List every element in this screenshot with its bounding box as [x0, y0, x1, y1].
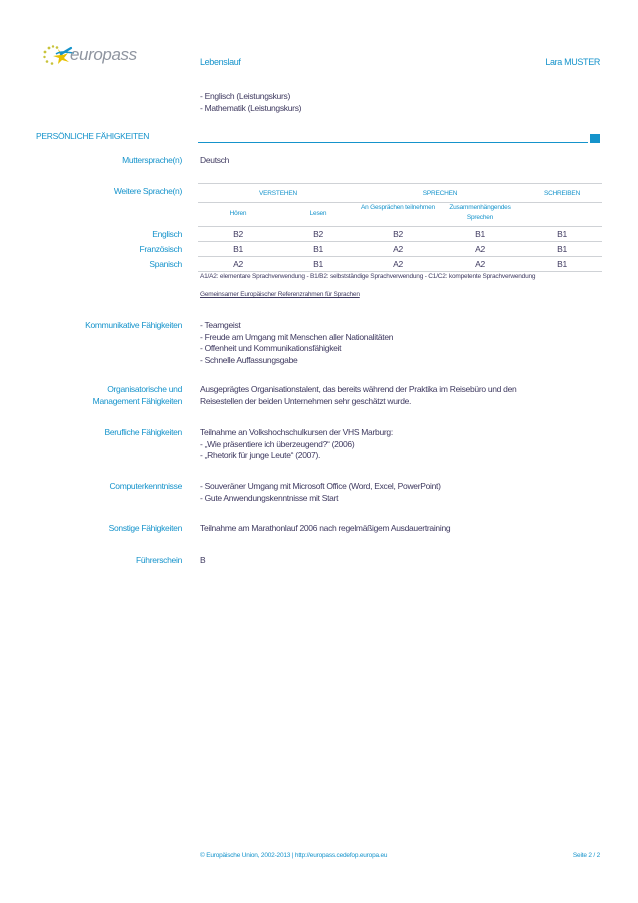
level-reading: B1	[313, 244, 323, 254]
document-title: Lebenslauf	[200, 57, 241, 67]
language-name: Englisch	[152, 229, 182, 239]
footer-page-number: Seite 2 / 2	[572, 852, 600, 859]
text-line: Ausgeprägtes Organisationstalent, das bereits während der Praktika im Reisebüro und den	[200, 384, 517, 394]
section-divider	[198, 142, 588, 143]
group-writing: SCHREIBEN	[543, 190, 581, 197]
job-skills-label: Berufliche Fähigkeiten	[104, 427, 182, 437]
text-line: Reisestellen der beiden Unternehmen sehr geschätzt wurde.	[200, 395, 412, 406]
table-top-line	[198, 183, 602, 184]
level-production: B1	[475, 229, 485, 239]
courses-list	[200, 91, 301, 114]
driving-licence-value: B	[200, 555, 206, 565]
section-title: PERSÖNLICHE FÄHIGKEITEN	[36, 131, 150, 141]
group-speaking: SPRECHEN	[422, 190, 458, 197]
level-interaction: A2	[393, 244, 403, 254]
section-marker-icon	[590, 134, 600, 143]
level-listening: B1	[233, 244, 243, 254]
communication-skills-list	[200, 320, 393, 366]
level-writing: B1	[557, 229, 567, 239]
communication-skills-label: Kommunikative Fähigkeiten	[85, 320, 182, 330]
mother-tongue-value: Deutsch	[200, 155, 230, 165]
subhead-interaction: An Gesprächen teilnehmen	[361, 204, 435, 211]
organisational-label-line: Organisatorische und	[107, 384, 182, 394]
footer-copyright: © Europäische Union, 2002-2013 | http://europass.cedefop.europa.eu	[200, 852, 388, 859]
other-skills-label: Sonstige Fähigkeiten	[108, 523, 182, 533]
cefr-reference-link[interactable]	[200, 291, 360, 298]
computer-skills-label: Computerkenntnisse	[109, 481, 182, 491]
list-item: - Souveräner Umgang mit Microsoft Office (Word, Excel, PowerPoint)	[200, 481, 441, 491]
table-row-line	[198, 256, 602, 257]
level-interaction: B2	[393, 229, 403, 239]
level-listening: A2	[233, 259, 243, 269]
europass-logo	[38, 42, 148, 68]
level-writing: B1	[557, 244, 567, 254]
group-understanding: VERSTEHEN	[259, 190, 297, 197]
list-item: - „Wie präsentiere ich überzeugend?“ (2006)	[200, 438, 355, 449]
list-item: - Englisch (Leistungskurs)	[200, 91, 290, 101]
level-listening: B2	[233, 229, 243, 239]
level-reading: B2	[313, 229, 323, 239]
level-production: A2	[475, 244, 485, 254]
organisational-label-line: Management Fähigkeiten	[92, 395, 182, 406]
list-item: - Schnelle Auffassungsgabe	[200, 354, 298, 365]
list-item: - „Rhetorik für junge Leute“ (2007).	[200, 450, 321, 460]
other-languages-label: Weitere Sprache(n)	[113, 186, 182, 196]
organisational-skills-text	[200, 384, 516, 407]
other-skills-text: Teilnahme am Marathonlauf 2006 nach regelmäßigem Ausdauertraining	[200, 523, 451, 533]
list-item: - Offenheit und Kommunikationsfähigkeit	[200, 343, 342, 353]
table-header-line	[198, 226, 602, 227]
computer-skills-list	[200, 481, 441, 504]
level-production: A2	[475, 259, 485, 269]
subhead-reading: Lesen	[309, 210, 327, 217]
driving-licence-label: Führerschein	[135, 555, 182, 565]
language-name: Französisch	[139, 244, 182, 254]
subhead-production: Zusammenhängendes Sprechen	[449, 204, 511, 221]
list-item: - Freude am Umgang mit Menschen aller Nationalitäten	[200, 331, 394, 342]
list-item: - Mathematik (Leistungskurs)	[200, 102, 302, 113]
level-writing: B1	[557, 259, 567, 269]
job-skills-list	[200, 427, 393, 462]
subhead-listening: Hören	[229, 210, 247, 217]
list-item: Teilnahme an Volkshochschulkursen der VHS Marburg:	[200, 427, 393, 437]
level-reading: B1	[313, 259, 323, 269]
language-name: Spanisch	[149, 259, 182, 269]
language-legend: A1/A2: elementare Sprachverwendung - B1/B2: selbstständige Sprachverwendung - C1/C2: kompetente Sprachverwendung	[200, 273, 536, 280]
table-row-line	[198, 241, 602, 242]
mother-tongue-label: Muttersprache(n)	[122, 155, 182, 165]
list-item: - Gute Anwendungskenntnisse mit Start	[200, 492, 339, 503]
europass-logo-text: europass	[70, 45, 137, 64]
person-name: Lara MUSTER	[545, 57, 600, 67]
level-interaction: A2	[393, 259, 403, 269]
cefr-reference-link-text[interactable]: Gemeinsamer Europäischer Referenzrahmen für Sprachen	[200, 291, 360, 298]
organisational-skills-label	[93, 384, 182, 407]
list-item: - Teamgeist	[200, 320, 241, 330]
